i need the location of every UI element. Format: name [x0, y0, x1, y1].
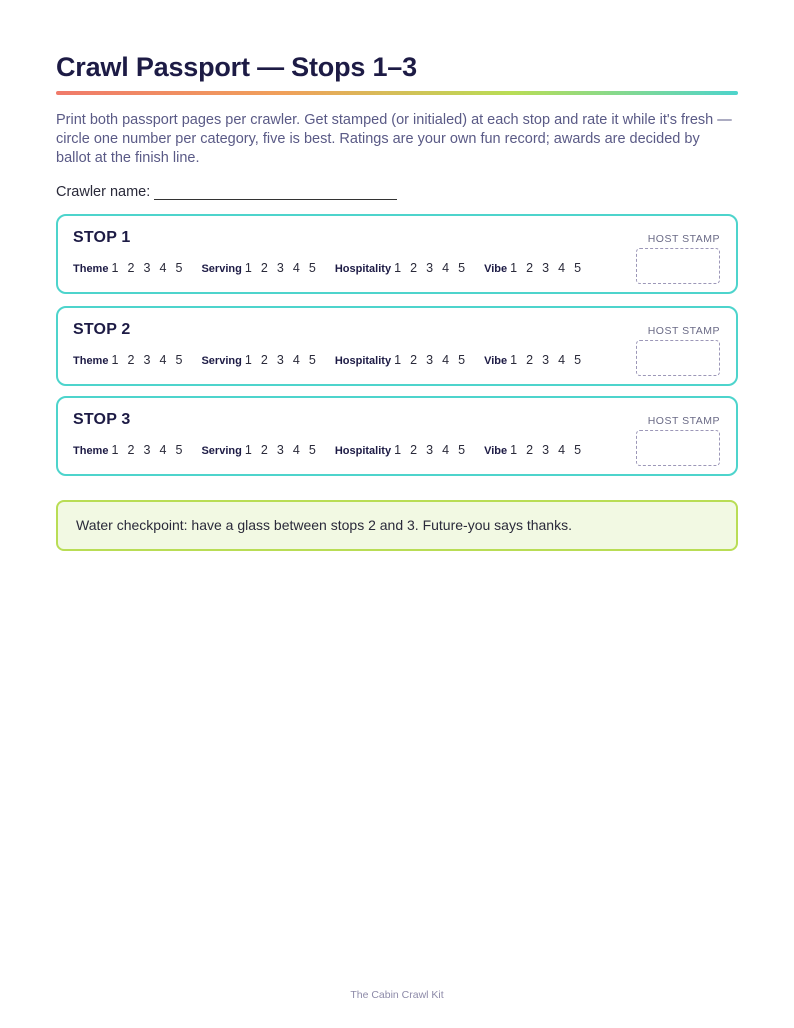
host-stamp-box[interactable]	[636, 340, 720, 376]
rating-option[interactable]: 5	[308, 261, 316, 275]
rating-option[interactable]: 3	[426, 353, 434, 367]
rating-option[interactable]: 1	[394, 261, 402, 275]
rating-category-label: Hospitality	[334, 263, 392, 275]
rating-option[interactable]: 1	[244, 353, 252, 367]
rating-option[interactable]: 2	[410, 353, 418, 367]
rating-option[interactable]: 2	[526, 443, 534, 457]
rating-option[interactable]: 3	[143, 443, 151, 457]
rating-category-label: Theme	[73, 263, 109, 275]
title-rule	[56, 91, 738, 95]
stop-ratings	[73, 261, 600, 275]
rating-option[interactable]: 4	[159, 353, 167, 367]
rating-option[interactable]: 5	[308, 353, 316, 367]
rating-option[interactable]: 3	[542, 353, 550, 367]
rating-category	[201, 261, 324, 275]
rating-option[interactable]: 5	[175, 261, 183, 275]
rating-option[interactable]: 1	[111, 443, 119, 457]
rating-category-label: Serving	[201, 263, 242, 275]
rating-category	[73, 353, 191, 367]
stop-title: STOP 1	[73, 229, 131, 246]
rating-category	[335, 261, 474, 275]
rating-option[interactable]: 5	[175, 353, 183, 367]
rating-category-label: Theme	[73, 355, 109, 367]
footer: The Cabin Crawl Kit	[350, 989, 444, 1001]
rating-category	[201, 443, 324, 457]
host-stamp-box[interactable]	[636, 248, 720, 284]
rating-option[interactable]: 3	[276, 261, 284, 275]
rating-option[interactable]: 3	[542, 443, 550, 457]
rating-option[interactable]: 1	[510, 443, 518, 457]
crawler-name-label: Crawler name:	[56, 184, 151, 200]
rating-option[interactable]: 2	[260, 443, 268, 457]
rating-option[interactable]: 4	[292, 353, 300, 367]
rating-option[interactable]: 5	[458, 443, 466, 457]
note-text: Water checkpoint: have a glass between stops 2 and 3. Future-you says thanks.	[76, 517, 572, 533]
stop-ratings	[73, 443, 600, 457]
intro-text: Print both passport pages per crawler. Get stamped (or initialed) at each stop and rate it while it's fresh — circle one number per category, five is best. Ratings are your own fun record; awards are decided by ballot at the finish line.	[56, 112, 732, 166]
host-stamp-label: HOST STAMP	[647, 325, 720, 337]
rating-category-label: Serving	[201, 445, 242, 457]
rating-option[interactable]: 5	[458, 353, 466, 367]
page-title: Crawl Passport — Stops 1–3	[56, 52, 417, 82]
rating-option[interactable]: 3	[426, 261, 434, 275]
stop-title: STOP 3	[73, 411, 131, 428]
rating-category-label: Vibe	[484, 263, 508, 275]
rating-option[interactable]: 3	[542, 261, 550, 275]
stop-card	[56, 396, 738, 476]
rating-option[interactable]: 5	[308, 443, 316, 457]
rating-option[interactable]: 1	[111, 261, 119, 275]
rating-category-label: Hospitality	[334, 445, 392, 457]
crawler-name-field[interactable]	[154, 183, 397, 200]
crawler-name-row	[56, 183, 397, 200]
rating-option[interactable]: 2	[127, 353, 135, 367]
rating-option[interactable]: 3	[276, 353, 284, 367]
stop-card	[56, 214, 738, 294]
rating-option[interactable]: 4	[292, 261, 300, 275]
rating-option[interactable]: 4	[442, 353, 450, 367]
rating-option[interactable]: 3	[143, 353, 151, 367]
stop-card	[56, 306, 738, 386]
rating-option[interactable]: 5	[175, 443, 183, 457]
rating-category-label: Vibe	[484, 355, 508, 367]
rating-option[interactable]: 3	[276, 443, 284, 457]
rating-option[interactable]: 2	[260, 353, 268, 367]
rating-category	[484, 261, 590, 275]
rating-option[interactable]: 4	[558, 353, 566, 367]
rating-category	[335, 353, 474, 367]
rating-option[interactable]: 2	[526, 261, 534, 275]
rating-option[interactable]: 1	[394, 443, 402, 457]
host-stamp-label: HOST STAMP	[647, 233, 720, 245]
host-stamp-box[interactable]	[636, 430, 720, 466]
rating-option[interactable]: 1	[394, 353, 402, 367]
rating-option[interactable]: 4	[558, 261, 566, 275]
rating-option[interactable]: 5	[458, 261, 466, 275]
rating-category-label: Theme	[73, 445, 109, 457]
rating-option[interactable]: 4	[558, 443, 566, 457]
rating-category	[335, 443, 474, 457]
rating-option[interactable]: 1	[244, 261, 252, 275]
rating-option[interactable]: 3	[143, 261, 151, 275]
rating-option[interactable]: 3	[426, 443, 434, 457]
rating-option[interactable]: 1	[111, 353, 119, 367]
rating-option[interactable]: 5	[574, 261, 582, 275]
rating-option[interactable]: 2	[410, 443, 418, 457]
rating-option[interactable]: 5	[574, 443, 582, 457]
rating-option[interactable]: 4	[159, 261, 167, 275]
rating-option[interactable]: 4	[159, 443, 167, 457]
host-stamp-label: HOST STAMP	[647, 415, 720, 427]
rating-option[interactable]: 1	[510, 353, 518, 367]
rating-option[interactable]: 1	[244, 443, 252, 457]
rating-category	[73, 261, 191, 275]
water-checkpoint-note	[56, 500, 738, 551]
rating-option[interactable]: 4	[442, 443, 450, 457]
rating-category	[73, 443, 191, 457]
rating-option[interactable]: 2	[127, 443, 135, 457]
rating-category	[201, 353, 324, 367]
rating-option[interactable]: 2	[526, 353, 534, 367]
rating-option[interactable]: 4	[292, 443, 300, 457]
rating-category	[484, 353, 590, 367]
rating-option[interactable]: 2	[410, 261, 418, 275]
rating-option[interactable]: 5	[574, 353, 582, 367]
rating-category	[484, 443, 590, 457]
rating-category-label: Hospitality	[334, 355, 392, 367]
rating-category-label: Serving	[201, 355, 242, 367]
rating-category-label: Vibe	[484, 445, 508, 457]
stop-ratings	[73, 353, 600, 367]
stop-title: STOP 2	[73, 321, 131, 338]
rating-option[interactable]: 2	[260, 261, 268, 275]
rating-option[interactable]: 2	[127, 261, 135, 275]
rating-option[interactable]: 1	[510, 261, 518, 275]
rating-option[interactable]: 4	[442, 261, 450, 275]
